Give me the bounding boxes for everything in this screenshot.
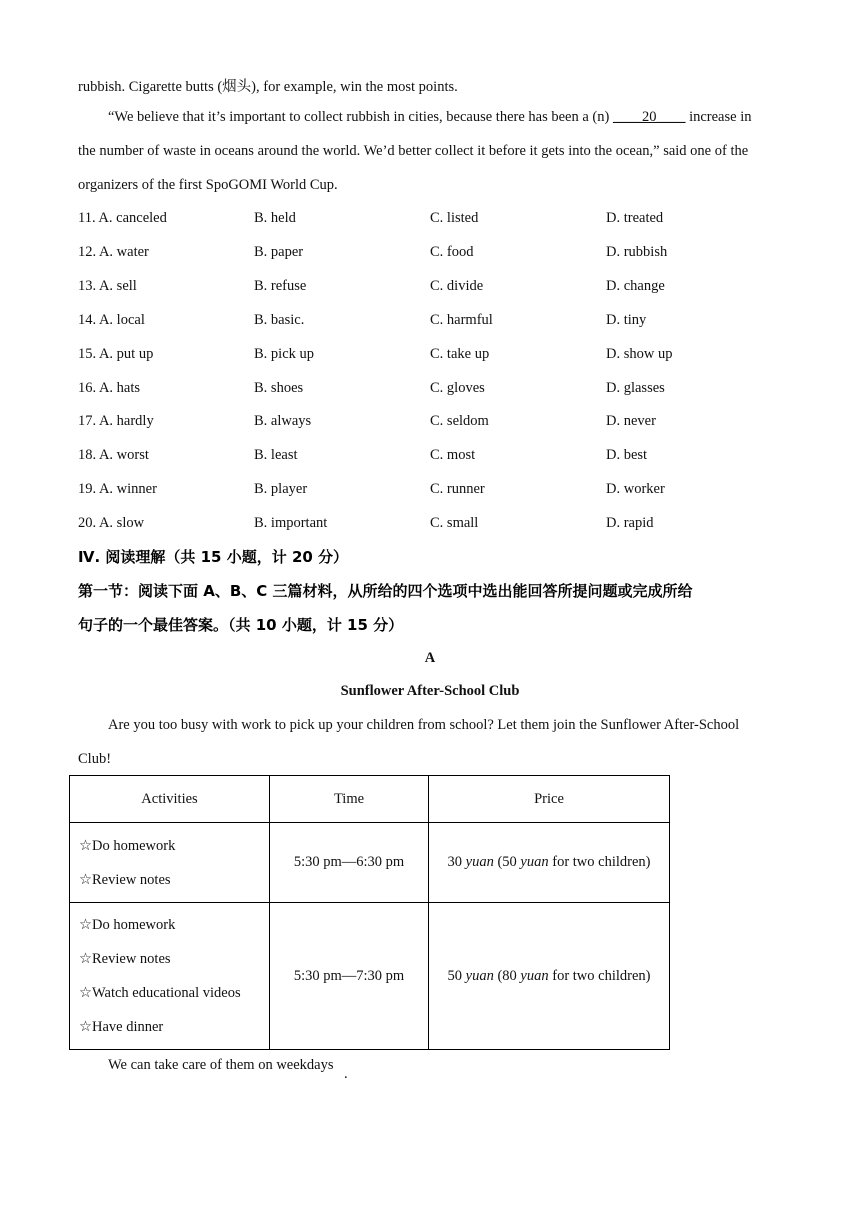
option-d: D. change <box>606 278 665 294</box>
price-amount: 50 <box>447 967 463 984</box>
header-price: Price <box>429 776 670 823</box>
option-b: B. held <box>254 210 296 226</box>
option-a: 17. A. hardly <box>78 413 154 429</box>
option-a: 15. A. put up <box>78 346 154 362</box>
activity-item: ☆Watch educational videos <box>79 985 241 1001</box>
article-intro-line: Club! <box>78 751 112 767</box>
question-13-options <box>78 278 786 298</box>
price-cell <box>429 823 670 903</box>
option-d: D. treated <box>606 210 664 226</box>
question-17-options <box>78 413 786 433</box>
header-activities: Activities <box>70 776 270 823</box>
article-title: Sunflower After-School Club <box>340 683 520 699</box>
time-cell: 5:30 pm—7:30 pm <box>270 903 429 1050</box>
option-c: C. listed <box>430 210 479 226</box>
question-20-options <box>78 515 786 535</box>
option-c: C. runner <box>430 481 485 497</box>
activity-item: ☆Do homework <box>79 837 176 854</box>
price-unit: yuan <box>520 854 549 870</box>
passage-paragraph-line: organizers of the first SpoGOMI World Cup. <box>78 177 338 193</box>
option-d: D. tiny <box>606 312 647 328</box>
question-12-options <box>78 244 786 264</box>
option-a: 20. A. slow <box>78 515 145 531</box>
price-amount: 30 <box>447 854 463 870</box>
option-a: 13. A. sell <box>78 278 137 294</box>
option-a: 19. A. winner <box>78 481 157 497</box>
option-c: C. most <box>430 447 476 463</box>
question-19-options <box>78 481 786 501</box>
option-d: D. worker <box>606 481 665 497</box>
question-18-options <box>78 447 786 467</box>
option-d: D. never <box>606 413 656 429</box>
passage-line: rubbish. Cigarette butts (烟头), for example, win the most points. <box>78 79 458 95</box>
option-c: C. gloves <box>430 380 485 396</box>
option-a: 12. A. water <box>78 244 149 260</box>
activity-item: ☆Have dinner <box>79 1019 164 1035</box>
footer-dot: . <box>344 1066 348 1082</box>
option-d: D. best <box>606 447 648 463</box>
price-unit: yuan <box>520 967 549 984</box>
club-schedule-table <box>69 775 670 1050</box>
option-c: C. take up <box>430 346 490 362</box>
price-paren: for two children) <box>548 967 651 984</box>
question-14-options <box>78 312 786 332</box>
option-b: B. player <box>254 481 308 497</box>
header-time: Time <box>270 776 429 823</box>
activity-item: ☆Do homework <box>79 917 176 933</box>
option-b: B. important <box>254 515 328 531</box>
option-c: C. small <box>430 515 479 531</box>
option-d: D. rubbish <box>606 244 668 260</box>
price-paren: (80 <box>493 967 521 984</box>
option-a: 14. A. local <box>78 312 145 328</box>
option-d: D. glasses <box>606 380 665 396</box>
option-c: C. seldom <box>430 413 489 429</box>
activity-item: ☆Review notes <box>79 871 171 888</box>
option-c: C. food <box>430 244 474 260</box>
activities-cell <box>70 823 270 903</box>
activity-item: ☆Review notes <box>79 951 171 967</box>
passage-text: “We believe that it’s important to collect rubbish in cities, because there has been a (n) <box>108 109 613 125</box>
option-d: D. rapid <box>606 515 654 531</box>
section-instruction: 第一节：阅读下面 A、B、C 三篇材料，从所给的四个选项中选出能回答所提问题或完成所给 <box>78 582 693 600</box>
option-b: B. least <box>254 447 298 463</box>
passage-text: increase in <box>685 109 752 125</box>
question-11-options <box>78 210 786 230</box>
option-a: 16. A. hats <box>78 380 141 396</box>
option-b: B. pick up <box>254 346 315 362</box>
option-d: D. show up <box>606 346 673 362</box>
question-15-options <box>78 346 786 366</box>
passage-paragraph-line: the number of waste in oceans around the world. We’d better collect it before it gets into the ocean,” said one of the <box>78 143 749 159</box>
option-b: B. basic. <box>254 312 305 328</box>
question-16-options <box>78 380 786 400</box>
article-letter: A <box>424 650 436 666</box>
option-c: C. harmful <box>430 312 493 328</box>
option-c: C. divide <box>430 278 484 294</box>
option-b: B. always <box>254 413 312 429</box>
table-header-row <box>70 776 670 823</box>
option-a: 18. A. worst <box>78 447 149 463</box>
price-paren: (50 <box>493 854 521 870</box>
passage-paragraph-line <box>108 109 751 126</box>
blank-20: ____20____ <box>612 109 686 125</box>
option-b: B. refuse <box>254 278 307 294</box>
option-b: B. paper <box>254 244 304 260</box>
table-row <box>70 903 670 1050</box>
price-cell <box>429 903 670 1050</box>
option-a: 11. A. canceled <box>78 210 167 226</box>
price-unit: yuan <box>465 967 494 984</box>
price-paren: for two children) <box>548 854 651 870</box>
article-footer: We can take care of them on weekdays <box>108 1057 334 1073</box>
time-cell: 5:30 pm—6:30 pm <box>270 823 429 903</box>
option-b: B. shoes <box>254 380 304 396</box>
price-unit: yuan <box>465 854 494 870</box>
section-heading: Ⅳ. 阅读理解（共 15 小题，计 20 分） <box>78 548 349 566</box>
section-instruction: 句子的一个最佳答案。（共 10 小题，计 15 分） <box>78 616 404 634</box>
activities-cell <box>70 903 270 1050</box>
article-intro-line: Are you too busy with work to pick up your children from school? Let them join the Sunflower After-School <box>108 717 740 733</box>
table-row <box>70 823 670 903</box>
